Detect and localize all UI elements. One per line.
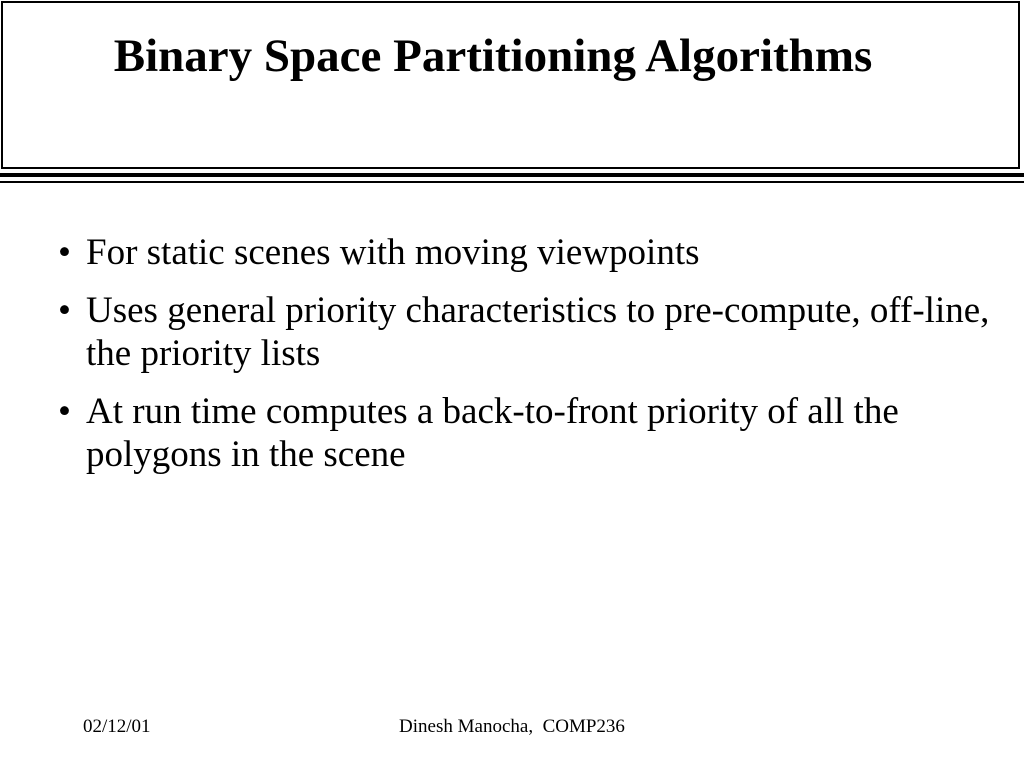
bullet-text: At run time computes a back-to-front priority of all the polygons in the scene	[86, 391, 899, 475]
footer-date: 02/12/01	[83, 716, 151, 737]
title-box	[1, 1, 1020, 169]
bullet-item	[58, 231, 1018, 274]
bullet-text: Uses general priority characteristics to pre-compute, off-line, the priority lists	[86, 290, 990, 374]
footer-author: Dinesh Manocha, COMP236	[399, 716, 625, 737]
bullet-item	[58, 390, 1018, 476]
bullet-list	[58, 231, 1018, 491]
bullet-icon: •	[58, 290, 71, 331]
title-underline-thin	[0, 181, 1024, 183]
bullet-icon: •	[58, 391, 71, 432]
bullet-item	[58, 289, 1018, 375]
bullet-text: For static scenes with moving viewpoints	[86, 232, 700, 273]
title-underline-thick	[0, 173, 1024, 177]
slide-title: Binary Space Partitioning Algorithms	[113, 30, 873, 82]
bullet-icon: •	[58, 232, 71, 273]
